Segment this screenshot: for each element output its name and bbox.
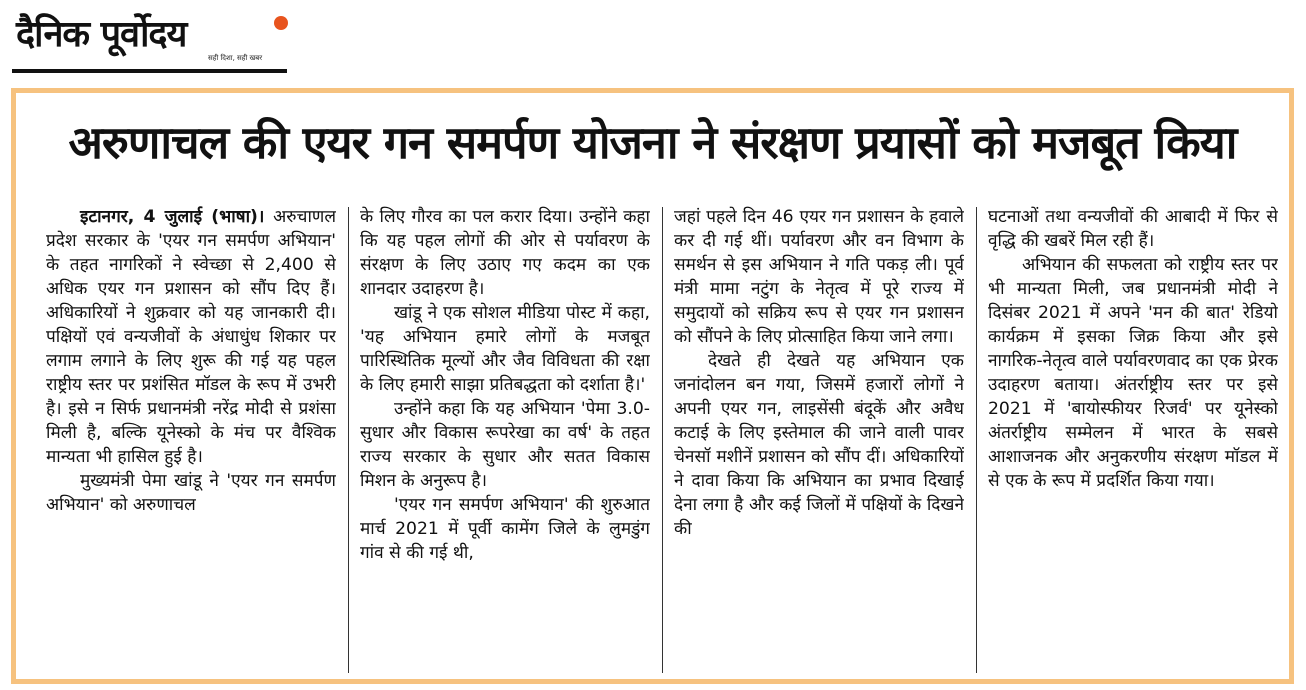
article-headline: अरुणाचल की एयर गन समर्पण योजना ने संरक्षण प्रयासों को मजबूत किया bbox=[68, 116, 1237, 169]
column-3 bbox=[674, 205, 964, 675]
paragraph: मुख्यमंत्री पेमा खांडू ने 'एयर गन समर्पण अभियान' को अरुणाचल bbox=[46, 471, 336, 515]
paragraph: देखते ही देखते यह अभियान एक जनांदोलन बन गया, जिसमें हजारों लोगों ने अपनी एयर गन, लाइसेंसी बंदूकें और अवैध कटाई के लिए इस्तेमाल की जाने वाली पावर चेनसॉ मशीनें प्रशासन को सौंप दीं। अधिकारियों ने दावा किया कि अभियान का प्रभाव दिखाई देना लगा है और कई जिलों में पक्षियों के दिखने की bbox=[674, 351, 964, 539]
dateline: इटानगर, 4 जुलाई (भाषा)। bbox=[80, 207, 265, 227]
column-divider bbox=[348, 207, 349, 673]
article-columns bbox=[46, 205, 1278, 675]
newspaper-logo: दैनिक पूर्वोदय bbox=[16, 14, 187, 55]
paragraph: खांडू ने एक सोशल मीडिया पोस्ट में कहा, 'यह अभियान हमारे लोगों के मजबूत पारिस्थितिक मूल्यों और जैव विविधता की रक्षा के लिए हमारी साझा प्रतिबद्धता को दर्शाता है।' bbox=[360, 303, 650, 395]
paragraph: अभियान की सफलता को राष्ट्रीय स्तर पर भी मान्यता मिली, जब प्रधानमंत्री मोदी ने दिसंबर 2021 में अपने 'मन की बात' रेडियो कार्यक्रम में इसका जिक्र किया और इसे नागरिक-नेतृत्व वाले पर्यावरणवाद का एक प्रेरक उदाहरण बताया। अंतर्राष्ट्रीय स्तर पर इसे 2021 में 'बायोस्फीयर रिजर्व' पर यूनेस्को अंतर्राष्ट्रीय सम्मेलन में भारत के सबसे आशाजनक और अनुकरणीय संरक्षण मॉडल में से एक के रूप में प्रदर्शित किया गया। bbox=[988, 255, 1278, 491]
article-frame bbox=[11, 88, 1294, 684]
paragraph-text: अरुचाणल प्रदेश सरकार के 'एयर गन समर्पण अभियान' के तहत नागरिकों ने स्वेच्छा से 2,400 से अधिक एयर गन प्रशासन को सौंप दिए हैं। अधिकारियों ने शुक्रवार को यह जानकारी दी। पक्षियों एवं वन्यजीवों के अंधाधुंध शिकार पर लगाम लगाने के लिए शुरू की गई यह पहल राष्ट्रीय स्तर पर प्रशंसित मॉडल के रूप में उभरी है। इसे न सिर्फ प्रधानमंत्री नरेंद्र मोदी से प्रशंसा मिली है, बल्कि यूनेस्को के मंच पर वैश्विक मान्यता भी हासिल हुई है। bbox=[46, 207, 336, 467]
paragraph bbox=[46, 205, 336, 469]
newspaper-tagline: सही दिशा, सही खबर bbox=[208, 54, 263, 62]
column-1 bbox=[46, 205, 336, 675]
column-divider bbox=[662, 207, 663, 673]
paragraph: 'एयर गन समर्पण अभियान' की शुरुआत मार्च 2021 में पूर्वी कामेंग जिले के लुमडुंग गांव से की गई थी, bbox=[360, 495, 650, 563]
logo-dot-icon bbox=[274, 16, 288, 30]
paragraph: के लिए गौरव का पल करार दिया। उन्होंने कहा कि यह पहल लोगों की ओर से पर्यावरण के संरक्षण के लिए उठाए गए कदम का एक शानदार उदाहरण है। bbox=[360, 207, 650, 299]
column-4 bbox=[988, 205, 1278, 675]
column-divider bbox=[976, 207, 977, 673]
paragraph: घटनाओं तथा वन्यजीवों की आबादी में फिर से वृद्धि की खबरें मिल रही हैं। bbox=[988, 207, 1278, 251]
paragraph: जहां पहले दिन 46 एयर गन प्रशासन के हवाले कर दी गई थीं। पर्यावरण और वन विभाग के समर्थन से इस अभियान ने गति पकड़ ली। पूर्व मंत्री मामा नटुंग के नेतृत्व में पूरे राज्य में समुदायों को सक्रिय रूप से एयर गन प्रशासन को सौंपने के लिए प्रोत्साहित किया जाने लगा। bbox=[674, 207, 964, 347]
masthead bbox=[12, 6, 287, 72]
paragraph: उन्होंने कहा कि यह अभियान 'पेमा 3.0-सुधार और विकास रूपरेखा का वर्ष' के तहत राज्य सरकार के सुधार और सतत विकास मिशन के अनुरूप है। bbox=[360, 399, 650, 491]
masthead-rule bbox=[12, 69, 287, 73]
column-2 bbox=[360, 205, 650, 675]
